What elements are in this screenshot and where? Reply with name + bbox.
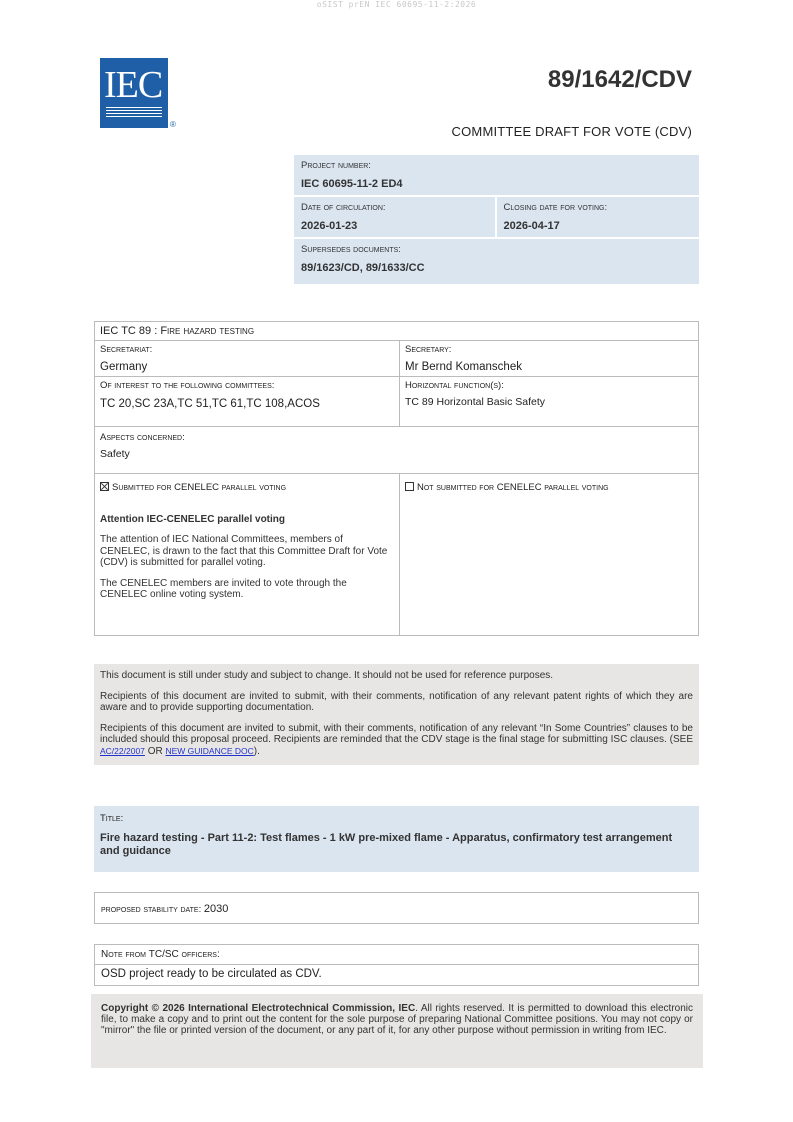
secretary-label: Secretary:	[405, 344, 452, 355]
supersedes-box	[294, 239, 699, 284]
note-label-c: officers:	[178, 949, 220, 960]
logo-lines	[106, 107, 162, 118]
watermark: oSIST prEN IEC 60695-11-2:2026	[316, 0, 477, 9]
project-info	[294, 155, 699, 284]
document-type: COMMITTEE DRAFT FOR VOTE (CDV)	[451, 124, 692, 139]
secretariat-value: Germany	[100, 361, 148, 373]
closing-label: Closing date for voting:	[503, 202, 608, 213]
notice-p3-text: Recipients of this document are invited to submit, with their comments, notification of any relevant “In Some Countries” clauses to be included should this proposal proceed. Recipients are reminded that the CDV stage is the final stage for submitting ISC clauses. (	[100, 722, 693, 745]
horizontal-value: TC 89 Horizontal Basic Safety	[405, 396, 546, 408]
notice-or: OR	[147, 745, 163, 757]
checked-checkbox-icon	[100, 482, 109, 491]
copyright-block	[91, 994, 703, 1068]
unchecked-checkbox-icon	[405, 482, 414, 491]
tc-code: IEC TC 89 :	[100, 325, 161, 337]
notice-end: ).	[253, 745, 260, 757]
tc-header	[95, 322, 698, 340]
aspects-label: Aspects concerned:	[100, 432, 185, 443]
secretariat-label: Secretariat:	[100, 344, 153, 355]
secretariat-cell	[95, 341, 399, 376]
copyright-bold: Copyright © 2026 International Electrotechnical Commission, IEC	[101, 1003, 416, 1014]
notice-see: SEE	[672, 734, 693, 745]
notice-paragraph-1: This document is still under study and subject to change. It should not be used for reference purposes.	[100, 670, 554, 681]
aspects-value: Safety	[100, 448, 130, 460]
notice-paragraph-3	[100, 723, 693, 758]
link-new-guidance-doc[interactable]: NEW GUIDANCE DOC	[165, 745, 254, 756]
closing-date: 2026-04-17	[503, 220, 560, 232]
horizontal-cell	[399, 377, 698, 426]
note-label-a: Note from	[101, 949, 149, 960]
link-ac-22-2007[interactable]: AC/22/2007	[100, 745, 145, 756]
copyright-text: . All rights reserved. It is permitted to download this electronic file, to make a copy and to print out the content for the sole purpose of preparing National Committee positions. You may not copy or "mirror" the file or printed version of the document, or any part of it, for any other purpose without permission in writing from IEC.	[101, 1003, 693, 1036]
note-box	[94, 944, 699, 986]
horizontal-label: Horizontal function(s):	[405, 380, 504, 391]
submitted-cell	[95, 474, 399, 635]
title-block	[94, 806, 699, 872]
note-value: OSD project ready to be circulated as CDV.	[101, 968, 322, 980]
notice-paragraph-2: Recipients of this document are invited to submit, with their comments, notification of any relevant patent rights of which they are aware and to provide supporting documentation.	[100, 690, 693, 713]
closing-box	[497, 197, 700, 239]
logo-letters: IEC	[104, 64, 163, 106]
circulation-label: Date of circulation:	[301, 202, 386, 213]
note-label	[95, 945, 698, 965]
iec-logo	[100, 58, 168, 128]
tc-name: Fire hazard testing	[160, 325, 255, 337]
project-number-label: Project number:	[301, 160, 371, 171]
secretary-value: Mr Bernd Komanschek	[405, 361, 522, 373]
supersedes-value: 89/1623/CD, 89/1633/CC	[301, 262, 425, 274]
not-submitted-option	[405, 482, 693, 493]
submitted-option	[100, 482, 394, 493]
interest-cell	[95, 377, 399, 426]
attention-title: Attention IEC-CENELEC parallel voting	[100, 514, 286, 525]
stability-value: 2030	[203, 903, 229, 915]
supersedes-label: Supersedes documents:	[301, 244, 401, 255]
interest-value: TC 20,SC 23A,TC 51,TC 61,TC 108,ACOS	[100, 398, 320, 410]
stability-box	[94, 892, 699, 924]
notice-block	[94, 664, 699, 765]
secretary-cell	[399, 341, 698, 376]
registered-mark: ®	[170, 120, 176, 129]
not-submitted-label: Not submitted for CENELEC parallel voting	[417, 482, 609, 493]
document-number: 89/1642/CDV	[547, 66, 692, 93]
document-title: Fire hazard testing - Part 11-2: Test flames - 1 kW pre-mixed flame - Apparatus, confirmatory test arrangement and guidance	[100, 832, 673, 857]
attention-paragraph-1: The attention of IEC National Committees, members of CENELEC, is drawn to the fact that this Committee Draft for Vote (CDV) is submitted for parallel voting.	[100, 534, 388, 568]
aspects-cell	[95, 427, 698, 473]
title-label: Title:	[100, 813, 124, 824]
project-number-box	[294, 155, 699, 197]
attention-paragraph-2: The CENELEC members are invited to vote through the CENELEC online voting system.	[100, 577, 347, 600]
submitted-label: Submitted for CENELEC parallel voting	[112, 482, 287, 493]
project-number: IEC 60695-11-2 ED4	[301, 178, 403, 190]
stability-label: proposed stability date:	[101, 904, 204, 915]
not-submitted-cell	[399, 474, 698, 635]
circulation-date: 2026-01-23	[301, 220, 358, 232]
interest-label: Of interest to the following committees:	[100, 380, 275, 391]
note-label-b: TC/SC	[148, 949, 179, 960]
committee-table	[94, 321, 699, 636]
circulation-box	[294, 197, 497, 239]
